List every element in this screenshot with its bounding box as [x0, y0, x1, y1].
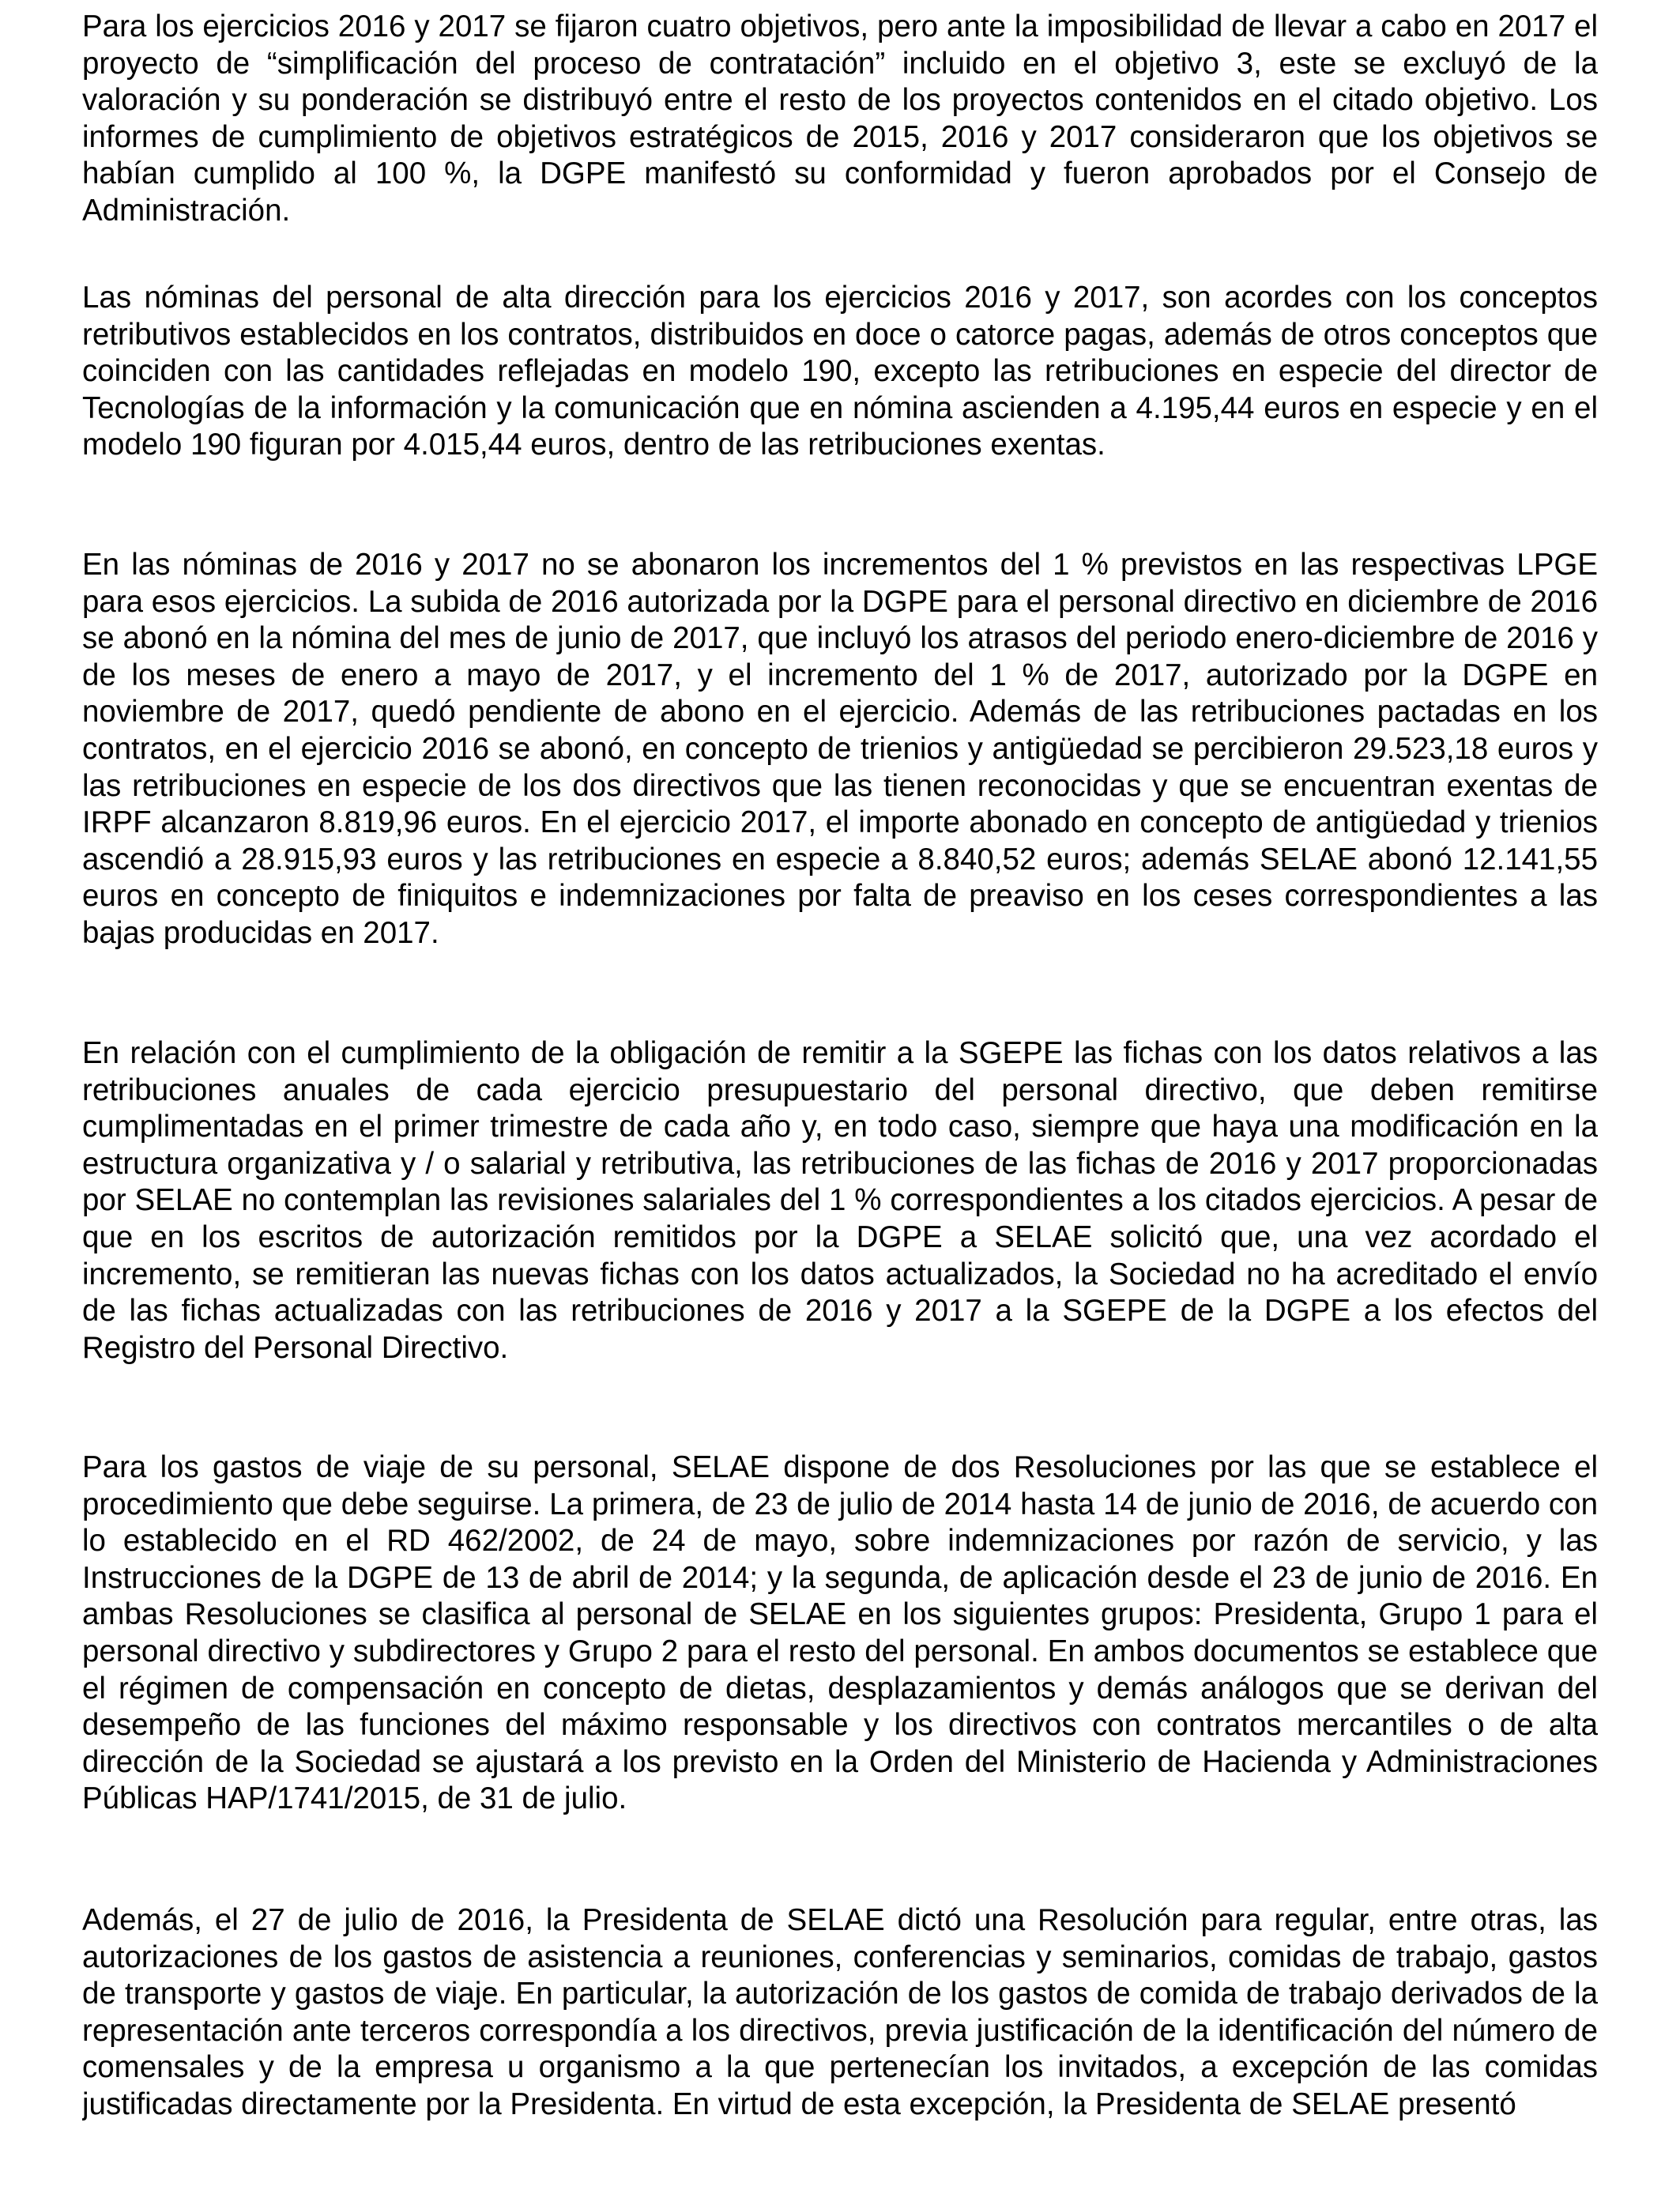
paragraph-nominas-alta-direccion: Las nóminas del personal de alta dirección para los ejercicios 2016 y 2017, son acordes con los conceptos retributivos establecidos en los contratos, distribuidos en doce o catorce pagas, además de otros conceptos que coinciden con las cantidades reflejadas en modelo 190, excepto las retribuciones en especie del director de Tecnologías de la información y la comunicación que en nómina ascienden a 4.195,44 euros en especie y en el modelo 190 figuran por 4.015,44 euros, dentro de las retribuciones exentas.: [82, 281, 1598, 462]
paragraph-objetivos: Para los ejercicios 2016 y 2017 se fijaron cuatro objetivos, pero ante la imposibilidad de llevar a cabo en 2017 el proyecto de “simplificación del proceso de contratación” incluido en el objetivo 3, este se excluyó de la valoración y su ponderación se distribuyó entre el resto de los proyectos contenidos en el citado objetivo. Los informes de cumplimiento de objetivos estratégicos de 2015, 2016 y 2017 consideraron que los objetivos se habían cumplido al 100 %, la DGPE manifestó su conformidad y fueron aprobados por el Consejo de Administración.: [82, 9, 1598, 228]
paragraph-resolucion-presidenta: Además, el 27 de julio de 2016, la Presidenta de SELAE dictó una Resolución para regular, entre otras, las autorizaciones de los gastos de asistencia a reuniones, conferencias y seminarios, comidas de trabajo, gastos de transporte y gastos de viaje. En particular, la autorización de los gastos de comida de trabajo derivados de la representación ante terceros correspondía a los directivos, previa justificación de la identificación del número de comensales y de la empresa u organismo a la que pertenecían los invitados, a excepción de las comidas justificadas directamente por la Presidenta. En virtud de esta excepción, la Presidenta de SELAE presentó: [82, 1903, 1598, 2121]
paragraph-incrementos-retributivos: En las nóminas de 2016 y 2017 no se abonaron los incrementos del 1 % previstos en las respectivas LPGE para esos ejercicios. La subida de 2016 autorizada por la DGPE para el personal directivo en diciembre de 2016 se abonó en la nómina del mes de junio de 2017, que incluyó los atrasos del periodo enero-diciembre de 2016 y de los meses de enero a mayo de 2017, y el incremento del 1 % de 2017, autorizado por la DGPE en noviembre de 2017, quedó pendiente de abono en el ejercicio. Además de las retribuciones pactadas en los contratos, en el ejercicio 2016 se abonó, en concepto de trienios y antigüedad se percibieron 29.523,18 euros y las retribuciones en especie de los dos directivos que las tienen reconocidas y que se encuentran exentas de IRPF alcanzaron 8.819,96 euros. En el ejercicio 2017, el importe abonado en concepto de antigüedad y trienios ascendió a 28.915,93 euros y las retribuciones en especie a 8.840,52 euros; además SELAE abonó 12.141,55 euros en concepto de finiquitos e indemnizaciones por falta de preaviso en los ceses correspondientes a las bajas producidas en 2017.: [82, 548, 1598, 950]
paragraph-fichas-sgepe: En relación con el cumplimiento de la obligación de remitir a la SGEPE las fichas con los datos relativos a las retribuciones anuales de cada ejercicio presupuestario del personal directivo, que deben remitirse cumplimentadas en el primer trimestre de cada año y, en todo caso, siempre que haya una modificación en la estructura organizativa y / o salarial y retributiva, las retribuciones de las fichas de 2016 y 2017 proporcionadas por SELAE no contemplan las revisiones salariales del 1 % correspondientes a los citados ejercicios. A pesar de que en los escritos de autorización remitidos por la DGPE a SELAE solicitó que, una vez acordado el incremento, se remitieran las nuevas fichas con los datos actualizados, la Sociedad no ha acreditado el envío de las fichas actualizadas con las retribuciones de 2016 y 2017 a la SGEPE de la DGPE a los efectos del Registro del Personal Directivo.: [82, 1036, 1598, 1365]
document-page: [82, 0, 1598, 2194]
paragraph-gastos-viaje: Para los gastos de viaje de su personal, SELAE dispone de dos Resoluciones por las que se establece el procedimiento que debe seguirse. La primera, de 23 de julio de 2014 hasta 14 de junio de 2016, de acuerdo con lo establecido en el RD 462/2002, de 24 de mayo, sobre indemnizaciones por razón de servicio, y las Instrucciones de la DGPE de 13 de abril de 2014; y la segunda, de aplicación desde el 23 de junio de 2016. En ambas Resoluciones se clasifica al personal de SELAE en los siguientes grupos: Presidenta, Grupo 1 para el personal directivo y subdirectores y Grupo 2 para el resto del personal. En ambos documentos se establece que el régimen de compensación en concepto de dietas, desplazamientos y demás análogos que se derivan del desempeño de las funciones del máximo responsable y los directivos con contratos mercantiles o de alta dirección de la Sociedad se ajustará a los previsto en la Orden del Ministerio de Hacienda y Administraciones Públicas HAP/1741/2015, de 31 de julio.: [82, 1450, 1598, 1816]
